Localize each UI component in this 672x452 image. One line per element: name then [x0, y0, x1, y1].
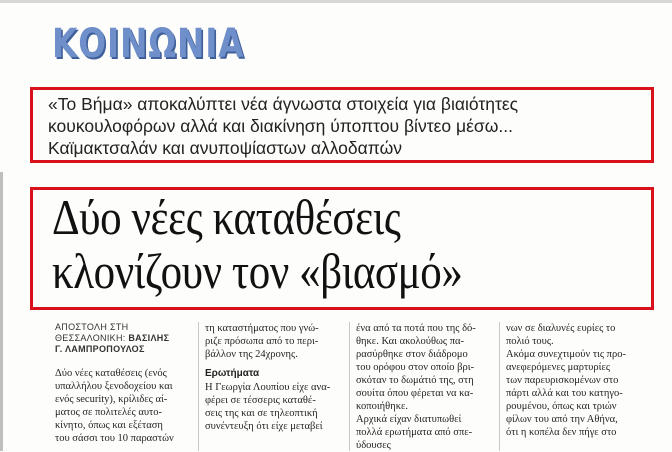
byline-line: ΑΠΟΣΤΟΛΗ ΣΤΗ	[55, 322, 129, 332]
body-text: τη καταστήματος που γνώ- ριζε πρόσωπα από το περι- βάλλον της 24χρονης.	[205, 323, 319, 360]
headline-line: Δύο νέες καταθέσεις	[52, 189, 401, 245]
column-2	[205, 322, 340, 433]
body-text: Η Γεωργία Λουπίου είχε ανα- φέρει σε τέσσερις καταθέ- σεις της και σε τηλεοπτική συνέντευξη ότι είχε μεταβεί	[205, 382, 331, 432]
column-rule	[198, 322, 199, 451]
byline-author-surname: Γ. ΛΑΜΠΡΟΠΟΥΛΟΣ	[55, 344, 145, 354]
section-label: ΚΟΙΝΩΝΙΑ	[52, 21, 245, 67]
byline	[55, 322, 188, 355]
column-1	[55, 322, 188, 445]
body-text: ένα από τα ποτά που της δό- θηκε. Και ακολούθως πα- ρασύρθηκε στον διάδρομο του ορόφου στον οποίο βρι- σκόταν το δωμάτιό της, στη σουίτα όπου φέρεται να κα- κοποιήθηκε. Αρχικά είχαν διατυπωθεί πολλά ερωτήματα από σπε- ύδουσες	[356, 323, 476, 451]
lead-line: Καϊμακτσαλάν και ανυποψίαστων αλλοδαπών	[48, 138, 403, 158]
subheading: Ερωτήματα	[205, 368, 260, 379]
lead-paragraph	[48, 93, 648, 159]
lead-line: κουκουλοφόρων αλλά και διακίνηση ύποπτου βίντεο μέσω...	[48, 116, 513, 136]
lead-line: «Το Βήμα» αποκαλύπτει νέα άγνωστα στοιχεία για βιαιότητες	[48, 94, 519, 114]
body-text: Δύο νέες καταθέσεις (ενός υπαλλήλου ξενοδοχείου και ενός security), κρίλιδες αί- ματος σε πολιτελές αυτο- κίνητο, όπως και εξέταση του σάσσι του 10 παραστών	[55, 368, 174, 444]
body-text: νων σε διαλυνές ευρίες το πολιό τους. Ακόμα συνεχτιμούν τις προ- ανεφερόμενες μαρτυρίες των παρευρισκομένων στο πάρτι αλλά και του κατηγο- ρουμένου, όπως και τριών φίλων του από την Αθήνα, ότι η κοπέλα δεν πήγε στο	[506, 323, 626, 438]
top-rule	[0, 0, 672, 3]
headline-line: κλονίζουν τον «βιασμό»	[52, 243, 463, 299]
column-3	[356, 322, 491, 452]
column-rule	[349, 322, 350, 451]
column-4	[506, 322, 646, 439]
left-margin-rule	[0, 172, 3, 451]
byline-line	[55, 333, 188, 344]
headline	[52, 190, 652, 298]
byline-author: ΒΑΣΙΛΗΣ	[128, 333, 170, 343]
byline-location: ΘΕΣΣΑΛΟΝΙΚΗ:	[55, 333, 126, 343]
column-rule	[499, 322, 500, 451]
